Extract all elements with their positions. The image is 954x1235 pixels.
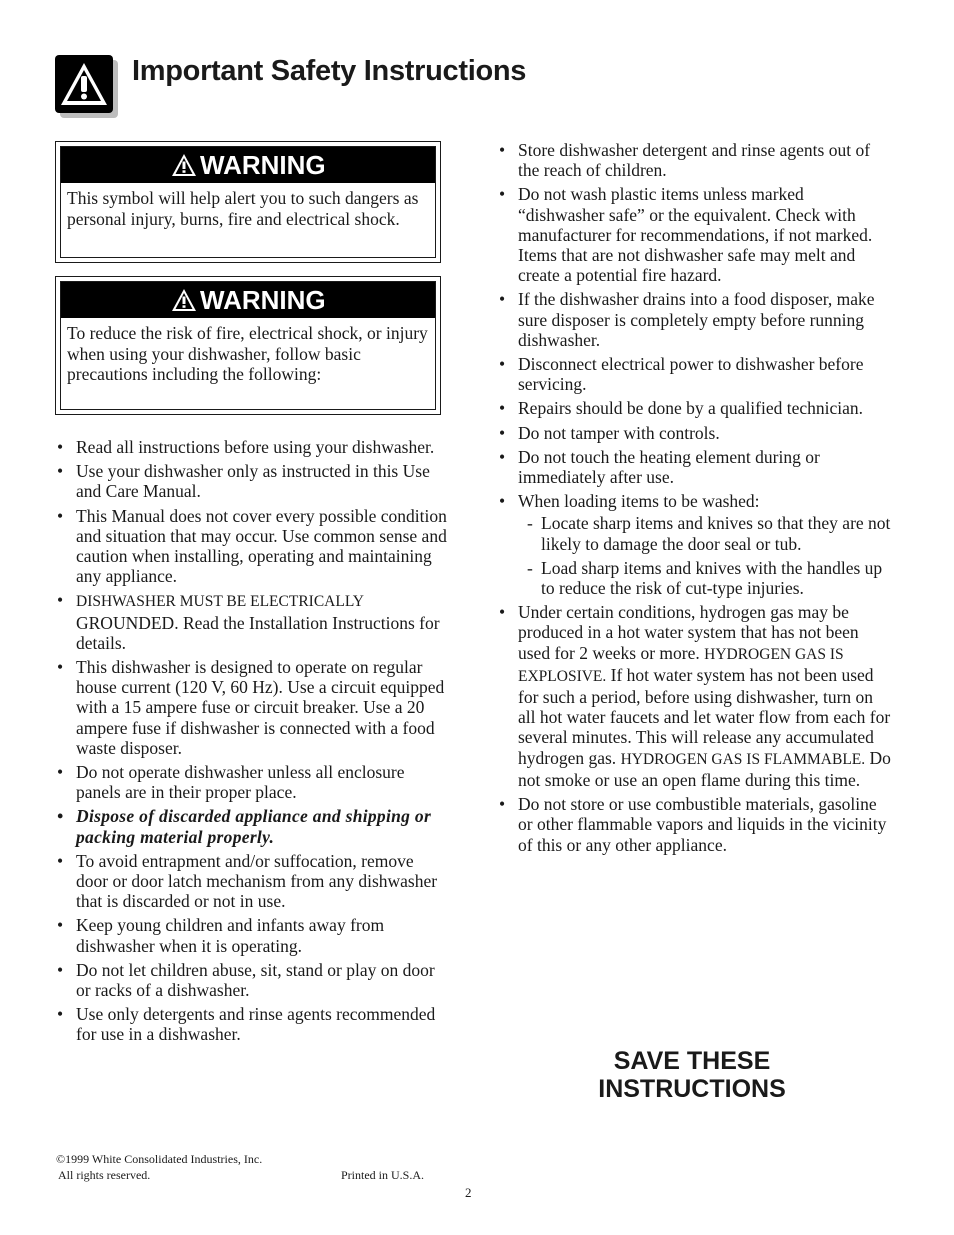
item-text: GROUNDED. Read the Installation Instructions for details. <box>76 612 440 653</box>
page-number: 2 <box>465 1185 472 1200</box>
list-item: • Do not let children abuse, sit, stand or play on door or racks of a dishwasher. <box>55 960 447 1000</box>
list-item: • This dishwasher is designed to operate on regular house current (120 V, 60 Hz). Use a circuit equipped with a 15 ampere fuse or circuit breaker. Use a 20 ampere fuse if dishwasher is connected with a food waste disposer. <box>55 657 447 758</box>
printed-text: Printed in U.S.A. <box>341 1168 425 1182</box>
list-item: • Use your dishwasher only as instructed in this Use and Care Manual. <box>55 461 447 501</box>
warning-label: WARNING <box>200 149 326 180</box>
list-item: • To avoid entrapment and/or suffocation, remove door or door latch mechanism from any dishwasher that is discarded or not in use. <box>55 851 447 912</box>
page-header <box>55 55 915 119</box>
item-text: When loading items to be washed: <box>518 491 760 512</box>
warning-banner <box>61 282 435 318</box>
list-item: • Do not operate dishwasher unless all enclosure panels are in their proper place. <box>55 762 447 802</box>
sub-list-item: - Load sharp items and knives with the handles up to reduce the risk of cut-type injuries. <box>518 558 891 598</box>
list-item: • Keep young children and infants away from dishwasher when it is operating. <box>55 915 447 955</box>
left-safety-list <box>55 437 447 1049</box>
caps-text: DISHWASHER MUST BE ELECTRICALLY <box>76 593 364 611</box>
list-item <box>497 602 891 790</box>
warning-banner <box>61 147 435 183</box>
list-item: • Use only detergents and rinse agents recommended for use in a dishwasher. <box>55 1004 447 1044</box>
rights-text: All rights reserved. <box>58 1168 151 1182</box>
warning-box-precautions <box>55 276 441 415</box>
warning-text: To reduce the risk of fire, electrical shock, or injury when using your dishwasher, follow basic precautions including the following: <box>67 323 428 384</box>
list-item: • Do not touch the heating element during or immediately after use. <box>497 447 891 487</box>
warning-label: WARNING <box>200 284 326 315</box>
warning-triangle-icon <box>171 153 197 177</box>
list-item: • Do not wash plastic items unless marked “dishwasher safe” or the equivalent. Check with manufacturer for recommendations, if not marked. Items that are not dishwasher safe may melt and create a potential fire hazard. <box>497 184 891 285</box>
warning-box-symbol <box>55 141 441 263</box>
list-item: • Do not tamper with controls. <box>497 423 891 443</box>
list-item: • This Manual does not cover every possible condition and situation that may occur. Use common sense and caution when installing, operating and maintaining any appliance. <box>55 506 447 587</box>
list-item: • Repairs should be done by a qualified technician. <box>497 398 891 418</box>
caps-text: HYDROGEN GAS IS EXPLOSIVE. <box>518 645 844 685</box>
list-item <box>497 491 891 598</box>
list-item: • Do not store or use combustible materials, gasoline or other flammable vapors and liquids in the vicinity of this or any other appliance. <box>497 794 891 855</box>
sub-list-item: - Locate sharp items and knives so that they are not likely to damage the door seal or tub. <box>518 513 891 553</box>
item-text: Do not smoke or use an open flame during this time. <box>518 747 891 790</box>
list-item: • Dispose of discarded appliance and shipping or packing material properly. <box>55 806 447 846</box>
right-safety-list <box>497 140 891 859</box>
warning-text: This symbol will help alert you to such dangers as personal injury, burns, fire and electrical shock. <box>67 188 419 229</box>
sub-list <box>518 513 891 598</box>
item-text: If hot water system has not been used for such a period, before using dishwasher, turn on all hot water faucets and let water flow from each for several minutes. This will release any accumulated hydrogen gas. <box>518 664 891 768</box>
save-instructions-heading <box>560 1047 824 1103</box>
list-item: • If the dishwasher drains into a food disposer, make sure disposer is completely empty before running dishwasher. <box>497 289 891 350</box>
list-item: • Store dishwasher detergent and rinse agents out of the reach of children. <box>497 140 891 180</box>
save-line-2: INSTRUCTIONS <box>598 1075 786 1103</box>
save-line-1: SAVE THESE <box>613 1047 771 1075</box>
list-item: • Read all instructions before using your dishwasher. <box>55 437 447 457</box>
caps-text: HYDROGEN GAS IS FLAMMABLE. <box>620 750 866 768</box>
warning-triangle-icon <box>171 288 197 312</box>
copyright-text: ©1999 White Consolidated Industries, Inc. <box>56 1152 263 1166</box>
list-item: • Disconnect electrical power to dishwasher before servicing. <box>497 354 891 394</box>
warning-triangle-icon <box>55 55 119 119</box>
page-title: Important Safety Instructions <box>132 55 527 87</box>
item-text: Under certain conditions, hydrogen gas may be produced in a hot water system that has not been used for 2 weeks or more. <box>518 602 859 663</box>
list-item <box>55 590 447 653</box>
